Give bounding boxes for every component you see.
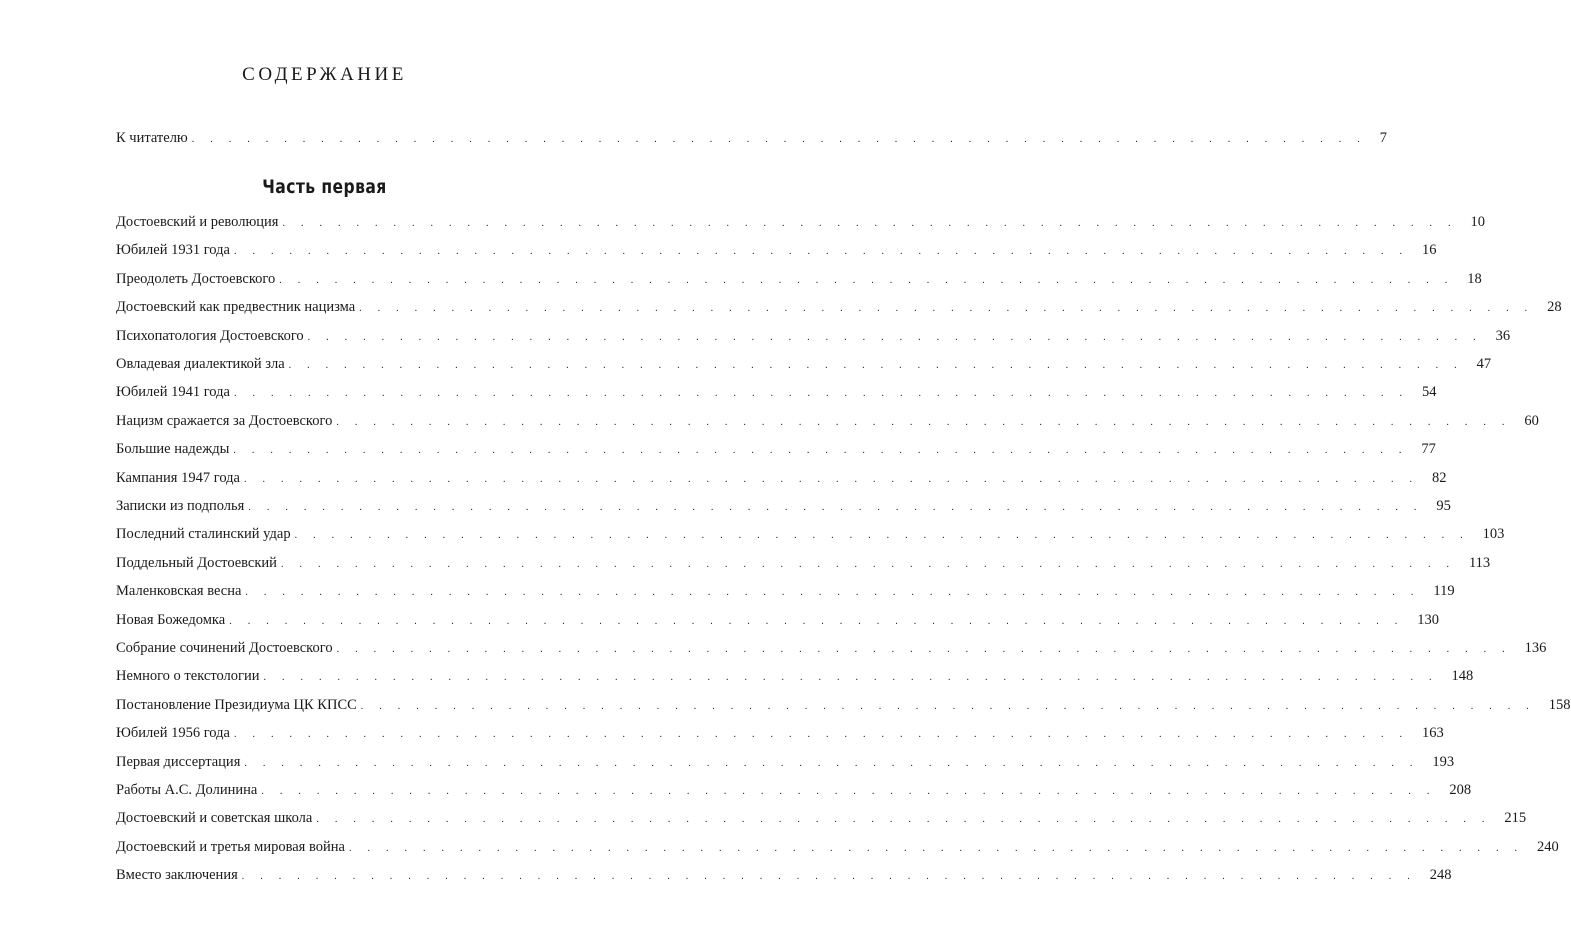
- toc-entry: [116, 212, 1485, 232]
- dot-leader: ................................................................: [243, 473, 1428, 485]
- toc-entry: [116, 468, 1447, 488]
- dot-leader: ................................................................: [294, 530, 1479, 542]
- dot-leader: ................................................................: [233, 445, 1418, 457]
- dot-leader: ................................................................: [245, 587, 1430, 599]
- toc-entry: [116, 638, 1547, 658]
- toc-entry-label: Юбилей 1931 года: [116, 242, 230, 259]
- toc-entry-label: Достоевский и революция: [116, 214, 279, 230]
- dot-leader: ................................................................: [282, 218, 1467, 229]
- dot-leader: ................................................................: [263, 672, 1448, 684]
- toc-entry-label: Достоевский и советская школа: [116, 810, 313, 827]
- dot-leader: ................................................................: [307, 331, 1492, 343]
- toc-entry-label: Юбилей 1941 года: [116, 384, 230, 401]
- toc-entry-page: 130: [1417, 611, 1439, 628]
- toc-entry-page: 193: [1432, 753, 1455, 770]
- dot-leader: ................................................................: [360, 700, 1545, 712]
- toc-entry-page: 148: [1451, 668, 1474, 685]
- toc-entry-label: К читателю: [116, 130, 188, 146]
- dot-leader: ................................................................: [261, 786, 1446, 797]
- toc-entry-page: 77: [1421, 441, 1436, 458]
- toc-entry: [116, 269, 1482, 289]
- dot-leader: ................................................................: [316, 814, 1501, 826]
- toc-entry: [116, 865, 1452, 885]
- dot-leader: ................................................................: [241, 871, 1426, 883]
- toc-entry: [116, 808, 1527, 828]
- toc-entry: [116, 723, 1444, 743]
- dot-leader: ................................................................: [336, 416, 1521, 428]
- toc-entry-label: Поддельный Достоевский: [116, 554, 277, 571]
- toc-entry-page: 95: [1436, 498, 1451, 514]
- toc-entry-page: 113: [1468, 554, 1491, 571]
- toc-entry: [116, 524, 1505, 544]
- toc-entry: [116, 411, 1539, 431]
- toc-entry-page: 36: [1495, 327, 1511, 344]
- dot-leader: ................................................................: [233, 246, 1418, 258]
- toc-entry-page: 119: [1433, 583, 1455, 600]
- dot-leader: ................................................................: [229, 615, 1414, 627]
- toc-entry-label: Последний сталинский удар: [116, 526, 291, 543]
- toc-entry-label: Юбилей 1956 года: [116, 725, 230, 742]
- toc-entry-label: Достоевский как предвестник нацизма: [116, 299, 356, 316]
- toc-entry-page: 54: [1421, 384, 1437, 401]
- toc-entry: [116, 128, 1388, 148]
- dot-leader: ................................................................: [248, 502, 1433, 513]
- dot-leader: ................................................................: [233, 729, 1418, 741]
- toc-entry: [116, 695, 1571, 715]
- toc-entry: [116, 610, 1439, 630]
- toc-entry-page: 163: [1421, 725, 1444, 742]
- toc-entry: [116, 780, 1472, 800]
- dot-leader: ................................................................: [233, 388, 1418, 400]
- toc-entry-page: 10: [1470, 214, 1485, 230]
- dot-leader: ................................................................: [336, 644, 1521, 655]
- toc-entry-label: Овладевая диалектикой зла: [116, 356, 285, 372]
- dot-leader: ................................................................: [280, 558, 1465, 570]
- toc-entry: [116, 553, 1491, 573]
- toc-entry: [116, 581, 1455, 601]
- toc-entry-label: Немного о текстологии: [116, 668, 260, 685]
- toc-entry: [116, 297, 1562, 317]
- dot-leader: ................................................................: [191, 134, 1376, 145]
- toc-entry-label: Записки из подполья: [116, 498, 245, 514]
- toc-entry-label: Первая диссертация: [116, 753, 241, 770]
- toc-entry-page: 215: [1504, 810, 1527, 827]
- toc-entry-label: Постановление Президиума ЦК КПСС: [116, 696, 357, 713]
- toc-entry-label: Достоевский и третья мировая война: [116, 838, 345, 855]
- toc-entry-page: 82: [1431, 469, 1447, 486]
- dot-leader: ................................................................: [359, 303, 1544, 315]
- toc-entry: [116, 752, 1455, 772]
- toc-entry-label: Нацизм сражается за Достоевского: [116, 412, 333, 429]
- toc-entry-label: Кампания 1947 года: [116, 469, 240, 486]
- toc-entry-page: 47: [1476, 356, 1492, 372]
- dot-leader: ................................................................: [288, 360, 1473, 371]
- dot-leader: ................................................................: [348, 842, 1533, 854]
- toc-entry: [116, 666, 1474, 686]
- toc-entry: [116, 382, 1437, 402]
- dot-leader: ................................................................: [279, 274, 1464, 286]
- toc-entry-page: 208: [1449, 782, 1472, 798]
- dot-leader: ................................................................: [244, 757, 1429, 769]
- toc-entry-page: 16: [1421, 242, 1437, 259]
- toc-entry-label: Собрание сочинений Достоевского: [116, 640, 333, 656]
- toc-entry: [116, 354, 1492, 374]
- toc-entry-page: 18: [1467, 270, 1482, 287]
- toc-entry-page: 136: [1524, 640, 1547, 656]
- toc-entry-page: 240: [1536, 838, 1559, 855]
- part-heading: Часть первая: [262, 176, 387, 198]
- toc-entry-label: Психопатология Достоевского: [116, 327, 304, 344]
- toc-entry-label: Вместо заключения: [116, 867, 238, 884]
- toc-entry-label: Работы А.С. Долинина: [116, 782, 258, 798]
- page-title: СОДЕРЖАНИЕ: [242, 64, 407, 85]
- toc-entry-label: Большие надежды: [116, 441, 230, 458]
- toc-entry-page: 7: [1379, 130, 1388, 146]
- toc-entry: [116, 326, 1511, 346]
- toc-entry-page: 248: [1429, 867, 1452, 884]
- toc-entry-page: 28: [1547, 299, 1562, 316]
- toc-entry-page: 158: [1548, 696, 1571, 713]
- toc-entry: [116, 837, 1559, 857]
- toc-entry-page: 60: [1524, 412, 1539, 429]
- toc-entry-label: Преодолеть Достоевского: [116, 270, 276, 287]
- toc-entry-page: 103: [1482, 526, 1505, 543]
- toc-entry: [116, 240, 1437, 260]
- toc-entry: [116, 439, 1436, 459]
- toc-entry-label: Новая Божедомка: [116, 611, 226, 628]
- toc-entry: [116, 496, 1451, 516]
- toc-entry-label: Маленковская весна: [116, 583, 242, 600]
